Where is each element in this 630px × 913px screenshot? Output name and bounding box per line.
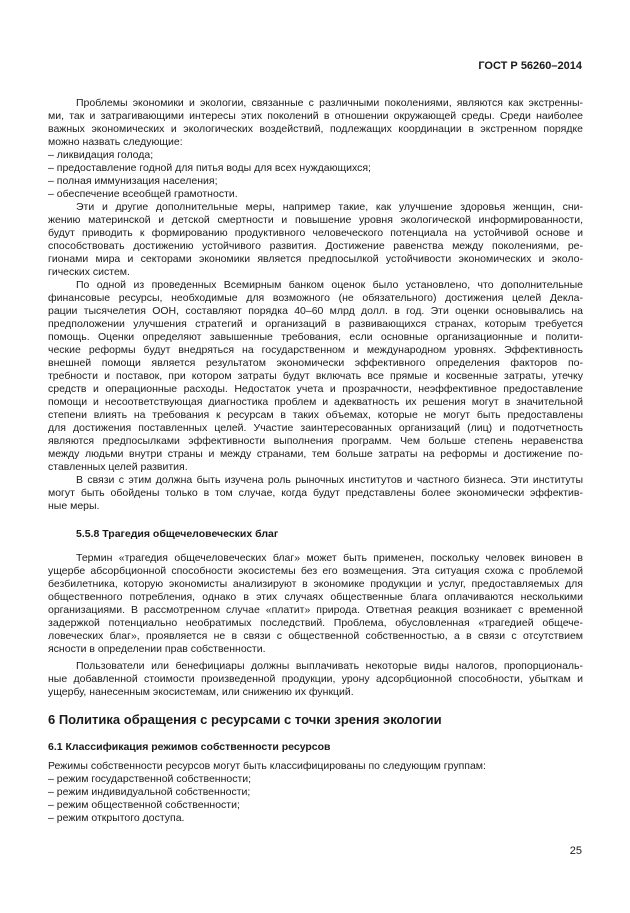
text-line: ми, так и затрагивающими интересы этих поколений в отношении окружающей среды. Среди наиболее: [48, 110, 583, 122]
document-id-header: ГОСТ Р 56260–2014: [478, 60, 582, 72]
text-line: организациями. В рассмотренном случае «платит» природа. Ответная реакция возникает с временной: [48, 604, 583, 616]
text-line: между людьми внутри страны и между странами, тем больше затраты на реформы и достижение по-: [48, 448, 583, 460]
text-line: для достижения поставленных целей. Участие заинтересованных организаций (лиц) и подотчетность: [48, 422, 583, 434]
text-line: – предоставление годной для питья воды для всех нуждающихся;: [48, 162, 371, 174]
text-line: ясности в определении прав собственности.: [48, 643, 266, 655]
text-line: ловеческих благ», проявляется не в связи с общественной собственностью, а в связи с отсутствием: [48, 630, 583, 642]
text-line: Эти и другие дополнительные меры, например такие, как улучшение здоровья женщин, сни-: [76, 201, 583, 213]
text-line: финансовые ресурсы, необходимые для возможного (не обязательного) достижения целей Декла-: [48, 292, 583, 304]
text-line: важных экономических и экологических воздействий, подлежащих координации в экстренном порядке: [48, 123, 583, 135]
text-line: Пользователи или бенефициары должны выплачивать некоторые виды налогов, пропорциональ-: [76, 660, 583, 672]
page-number: 25: [569, 845, 582, 857]
text-line: ные добавленной стоимости произведенной продукции, урону адсорбционной способности, убыткам и: [48, 673, 583, 685]
section-heading-6-1: 6.1 Классификация режимов собственности ресурсов: [48, 741, 331, 753]
text-line: Проблемы экономики и экологии, связанные с различными поколениями, являются как экстренны-: [76, 97, 583, 109]
text-line: безбилетника, которую экономисты анализируют в экономике продукции и услуг, предоставляемых для: [48, 578, 583, 590]
text-line: внешней помощи является результатом экономически эффективного определения факторов по-: [48, 357, 583, 369]
text-line: По одной из проведенных Всемирным банком оценок было установлено, что дополнительные: [76, 279, 583, 291]
text-line: – режим индивидуальной собственности;: [48, 786, 251, 798]
text-line: общественного потребления, однако в этих случаях общественные блага оплачиваются несколькими: [48, 591, 583, 603]
text-line: – полная иммунизация населения;: [48, 175, 218, 187]
text-line: ущербу, нанесенным экосистемам, или снижению их функций.: [48, 686, 354, 698]
text-line: – обеспечение всеобщей грамотности.: [48, 188, 238, 200]
text-line: гионами мира и секторами экономики является предпосылкой устойчивости экономических и эколо-: [48, 253, 583, 265]
text-line: рации тысячелетия ООН, составляют порядка 40–60 млрд долл. в год. Эти оценки основывались на: [48, 305, 583, 317]
text-line: ущербе абсорбционной способности экосистемы без его возмещения. Эта ситуация схожа с проблемой: [48, 565, 583, 577]
text-line: В связи с этим должна быть изучена роль рыночных институтов и частного бизнеса. Эти институты: [76, 474, 583, 486]
text-line: Термин «трагедия общечеловеческих благ» может быть применен, поскольку человек виновен в: [76, 552, 583, 564]
text-line: ставленных целей развития.: [48, 461, 188, 473]
text-line: жению материнской и детской смертности и повышение уровня экологической информированности,: [48, 214, 583, 226]
text-line: требности и поставок, при котором затраты будут включать все прямые и косвенные затраты, утечку: [48, 370, 583, 382]
text-line: предположении улучшения стратегий и организаций в развивающихся странах, которым требуется: [48, 318, 583, 330]
text-line: помощи и несоответствующая диагностика проблем и адекватность их решения могут в значительной: [48, 396, 583, 408]
text-line: – режим общественной собственности;: [48, 799, 240, 811]
text-line: – ликвидация голода;: [48, 149, 154, 161]
text-line: помощь. Оценки определяют завышенные требования, если основные организационные и полити-: [48, 331, 583, 343]
text-line: являются предпосылками эффективности выполнения программ. Чем больше степень неравенства: [48, 435, 583, 447]
text-line: будут приводить к формированию продуктивного человеческого потенциала на устойчивой основе и: [48, 227, 583, 239]
text-line: – режим открытого доступа.: [48, 812, 185, 824]
text-line: средств и операционные расходы. Недостаток учета и прозрачности, неэффективное предоставление: [48, 383, 583, 395]
text-line: задержкой потенциально необратимых последствий. Проблема, обусловленная «трагедией общече-: [48, 617, 583, 629]
text-line: – режим государственной собственности;: [48, 773, 252, 785]
text-line: ные меры.: [48, 500, 100, 512]
section-heading-6: 6 Политика обращения с ресурсами с точки зрения экологии: [48, 712, 442, 727]
section-heading-5-5-8: 5.5.8 Трагедия общечеловеческих благ: [76, 528, 279, 540]
text-line: Режимы собственности ресурсов могут быть классифицированы по следующим группам:: [48, 760, 486, 772]
text-line: ческие реформы будут внедряться на государственном и международном уровнях. Эффективность: [48, 344, 583, 356]
text-line: гических систем.: [48, 266, 130, 278]
text-line: степени влиять на требования к ресурсам в таких объемах, которые не могут быть предоставлены: [48, 409, 583, 421]
text-line: способствовать достижению устойчивого развития. Достижение равенства между поколениями, ре-: [48, 240, 583, 252]
text-line: можно назвать следующие:: [48, 136, 183, 148]
text-line: могут быть обойдены только в том случае, когда будут представлены более экономически эффектив-: [48, 487, 583, 499]
